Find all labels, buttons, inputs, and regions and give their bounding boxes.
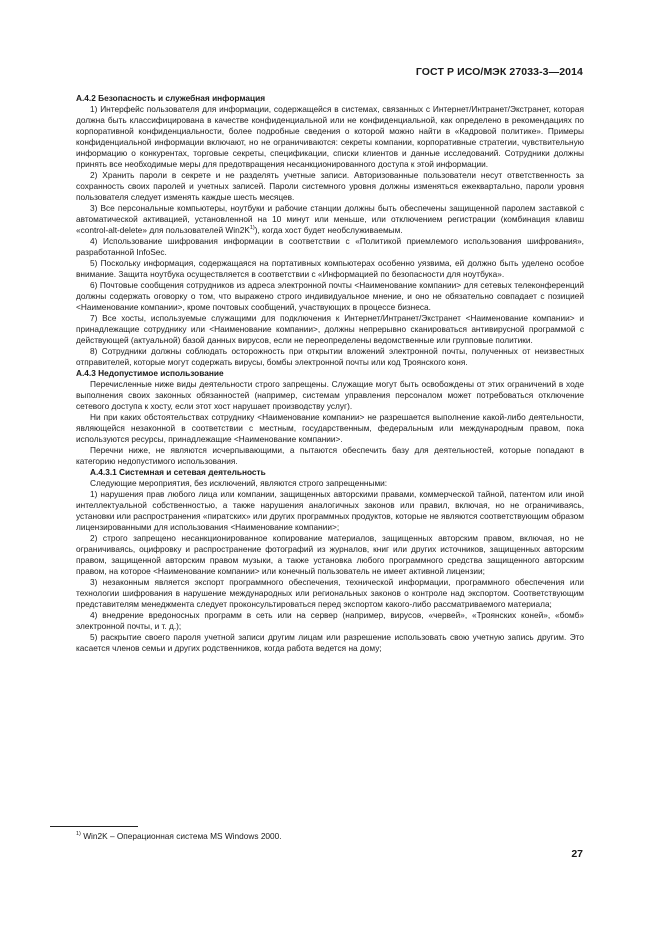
paragraph: 3) незаконным является экспорт программного обеспечения, технической информации, программного обеспечения или технологии шифрования в нарушение международных или региональных законов о контроле над экспортом. Соответствующим представителям менеджмента следует проконсультироваться перед экспортом какого-либо рассматриваемого материала; [76,577,584,609]
footnote-marker: 1) [76,831,81,838]
document-body [76,93,584,654]
paragraph: Следующие мероприятия, без исключений, являются строго запрещенными: [90,478,388,488]
paragraph: 2) Хранить пароли в секрете и не разделять учетные записи. Авторизованные пользователи несут ответственность за сохранность своих паролей и учетных записей. Пароли системного уровня должны изменяться ежеквартально, пароли уровня пользователя следует изменять каждые шесть месяцев. [76,170,584,202]
paragraph: 5) раскрытие своего пароля учетной записи другим лицам или разрешение использовать свою учетную запись другим. Это касается членов семьи и других родственников, когда работа ведется на дому; [76,632,584,653]
paragraph: Ни при каких обстоятельствах сотруднику <Наименование компании> не разрешается выполнение какой-либо деятельности, являющейся незаконной в соответствии с местным, государственным, федеральным или международным правом, пока используются ресурсы, принадлежащие <Наименование компании>. [76,412,584,444]
paragraph: 6) Почтовые сообщения сотрудников из адреса электронной почты <Наименование компании> для сетевых телеконференций должны содержать оговорку о том, что выражено строго индивидуальное мнение, и оно не обязательно совпадает с позицией <Наименование компании>, кроме почтовых сообщений, участвующих в процессе бизнеса. [76,280,584,312]
paragraph: 1) Интерфейс пользователя для информации, содержащейся в системах, связанных с Интернет/Интранет/Экстранет, которая должна быть классифицирована в качестве конфиденциальной или не конфиденциальной, как определено в рекомендациях по корпоративной конфиденциальности, более подробные сведения о которой можно найти в «Кадровой политике». Примеры конфиденциальной информации включают, но не ограничиваются: секреты компании, корпоративные стратегии, чувствительную информацию о конкурентах, торговые секреты, спецификации, списки клиентов и данные исследований. Сотрудники должны принять все необходимые меры для предотвращения несанкционированного доступа к этой информации. [76,104,584,169]
page-header-standard: ГОСТ Р ИСО/МЭК 27033-3—2014 [415,66,583,78]
paragraph: 4) внедрение вредоносных программ в сеть или на сервер (например, вирусов, «червей», «Троянских коней», «бомб» электронной почты, и т. д.); [76,610,584,631]
paragraph: 5) Поскольку информация, содержащаяся на портативных компьютерах особенно уязвима, ей должно быть уделено особое внимание. Защита ноутбука осуществляется в соответствии с «Информацией по безопасности для ноутбука». [76,258,584,279]
footnote-reference: 1) [249,225,255,232]
paragraph-text: 3) Все персональные компьютеры, ноутбуки и рабочие станции должны быть обеспечены защищенной паролем заставкой с автоматической активацией, установленной на 10 минут или меньше, или отключением регистрации (комбинация клавиш «control-alt-delete» для пользователей Win2K [76,203,584,235]
paragraph: 7) Все хосты, используемые служащими для подключения к Интернет/Интранет/Экстранет <Наименование компании> и принадлежащие сотруднику или <Наименование компании>, должны непрерывно сканироваться антивирусной программой с действующей (актуальной) базой данных вирусов, если не переопределены ведомственные или групповые политики. [76,313,584,345]
page-number: 27 [571,848,583,860]
section-title-a42: А.4.2 Безопасность и служебная информация [76,93,266,103]
paragraph-text: ), когда хост будет необслуживаемым. [254,225,403,235]
footnote-divider [50,826,138,827]
paragraph: 2) строго запрещено несанкционированное копирование материалов, защищенных авторским правом, включая, но не ограничиваясь, оцифровку и распространение фотографий из журналов, книг или других источников, защищенных авторским правом, защищенной авторским правом музыки, а также установка любого программного средства защищенного авторским правом, на которое <Наименование компании> или конечный пользователь не имеет активной лицензии; [76,533,584,576]
footnote [76,831,282,842]
section-title-a431: А.4.3.1 Системная и сетевая деятельность [90,467,266,477]
paragraph: Перечисленные ниже виды деятельности строго запрещены. Служащие могут быть освобождены от этих ограничений в ходе выполнения своих законных обязанностей (например, системам управления персоналом может потребоваться отключение сетевого доступа к хосту, если этот хост нарушает производству услуг). [76,379,584,411]
paragraph-with-footnote [76,203,584,236]
footnote-text: Win2K – Операционная система MS Windows 2000. [80,831,282,841]
paragraph: 8) Сотрудники должны соблюдать осторожность при открытии вложений электронной почты, полученных от неизвестных отправителей, которые могут содержать вирусы, бомбы электронной почты или код Троянского коня. [76,346,584,367]
section-title-a43: А.4.3 Недопустимое использование [76,368,224,378]
paragraph: Перечни ниже, не являются исчерпывающими, а пытаются обеспечить базу для деятельностей, которые попадают в категорию недопустимого использования. [76,445,584,466]
paragraph: 4) Использование шифрования информации в соответствии с «Политикой приемлемого использования шифрования», разработанной InfoSec. [76,236,584,257]
paragraph: 1) нарушения прав любого лица или компании, защищенных авторскими правами, коммерческой тайной, патентом или иной интеллектуальной собственностью, а также нарушения аналогичных законов или правил, включая, но не ограничиваясь, установки или распространения «пиратских» или других программных продуктов, которые не являются соответствующим образом лицензированными для использования <Наименование компании>; [76,489,584,532]
